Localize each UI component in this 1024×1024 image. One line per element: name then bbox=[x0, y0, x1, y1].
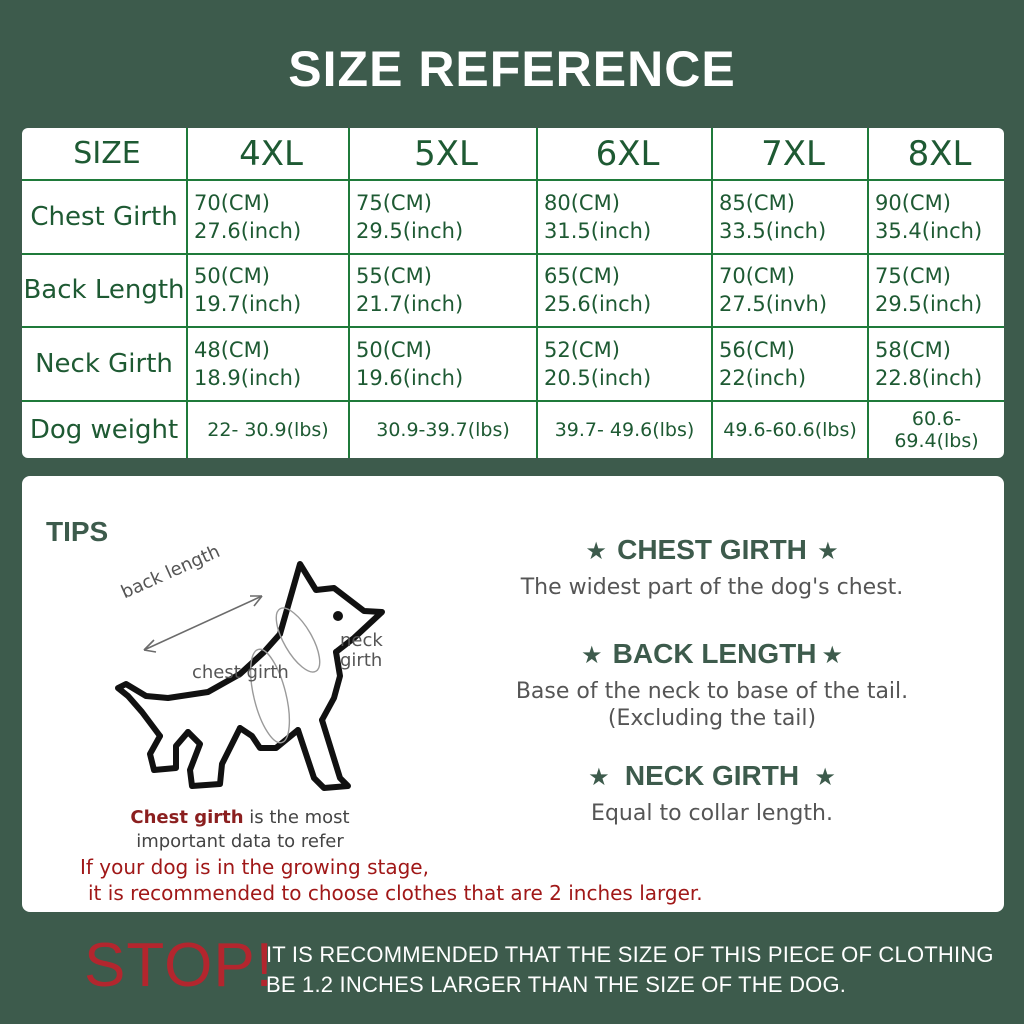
definition-heading: BACK LENGTH bbox=[612, 638, 817, 669]
table-row-chest-girth bbox=[22, 180, 1004, 254]
row-label: Back Length bbox=[22, 254, 187, 328]
table-cell: 70(CM) 27.5(invh) bbox=[712, 254, 868, 328]
back-length-arrow-icon bbox=[144, 596, 262, 652]
table-cell: 75(CM) 29.5(inch) bbox=[868, 254, 1004, 328]
table-cell: 85(CM) 33.5(inch) bbox=[712, 180, 868, 254]
table-cell: 80(CM) 31.5(inch) bbox=[537, 180, 712, 254]
chest-girth-note bbox=[110, 806, 370, 854]
table-cell: 60.6- 69.4(lbs) bbox=[868, 401, 1004, 458]
chest-note-text2: important data to refer bbox=[136, 831, 344, 852]
table-cell: 22- 30.9(lbs) bbox=[187, 401, 349, 458]
star-icon: ★ bbox=[814, 763, 836, 791]
star-icon: ★ bbox=[817, 537, 839, 565]
table-header-row bbox=[22, 128, 1004, 180]
table-cell: 50(CM) 19.7(inch) bbox=[187, 254, 349, 328]
table-cell: 52(CM) 20.5(inch) bbox=[537, 327, 712, 401]
chest-note-highlight: Chest girth bbox=[130, 807, 244, 828]
chest-girth-label: chest girth bbox=[192, 662, 289, 683]
row-label: Dog weight bbox=[22, 401, 187, 458]
table-row-neck-girth bbox=[22, 327, 1004, 401]
chest-girth-loop-icon bbox=[243, 646, 297, 747]
table-row-back-length bbox=[22, 254, 1004, 328]
table-cell: 70(CM) 27.6(inch) bbox=[187, 180, 349, 254]
definition-heading: NECK GIRTH bbox=[624, 760, 800, 791]
size-table-card bbox=[22, 128, 1004, 458]
stop-message bbox=[266, 940, 994, 1000]
table-cell: 55(CM) 21.7(inch) bbox=[349, 254, 537, 328]
star-icon: ★ bbox=[585, 537, 607, 565]
definition-text: The widest part of the dog's chest. bbox=[520, 575, 904, 600]
definition-text: Equal to collar length. bbox=[591, 801, 833, 826]
star-icon: ★ bbox=[588, 763, 610, 791]
back-length-label: back length bbox=[118, 540, 224, 604]
growing-stage-note bbox=[80, 854, 703, 906]
size-header-6xl: 6XL bbox=[537, 128, 712, 180]
definition-neck-girth bbox=[502, 760, 922, 827]
star-icon: ★ bbox=[580, 641, 603, 669]
row-label: Neck Girth bbox=[22, 327, 187, 401]
neck-girth-label-line1: neck bbox=[340, 630, 383, 651]
star-icon: ★ bbox=[821, 641, 844, 669]
neck-girth-label-line2: girth bbox=[340, 650, 383, 671]
table-cell: 56(CM) 22(inch) bbox=[712, 327, 868, 401]
definition-chest-girth bbox=[502, 534, 922, 601]
table-cell: 49.6-60.6(lbs) bbox=[712, 401, 868, 458]
growing-note-line2: it is recommended to choose clothes that are 2 inches larger. bbox=[88, 881, 703, 905]
stop-message-line1: IT IS RECOMMENDED THAT THE SIZE OF THIS PIECE OF CLOTHING bbox=[266, 942, 994, 967]
table-cell: 39.7- 49.6(lbs) bbox=[537, 401, 712, 458]
row-label: Chest Girth bbox=[22, 180, 187, 254]
table-cell: 50(CM) 19.6(inch) bbox=[349, 327, 537, 401]
page-title: SIZE REFERENCE bbox=[288, 41, 736, 97]
table-cell: 75(CM) 29.5(inch) bbox=[349, 180, 537, 254]
stop-message-line2: BE 1.2 INCHES LARGER THAN THE SIZE OF THE DOG. bbox=[266, 972, 847, 997]
tips-card bbox=[22, 476, 1004, 912]
dog-eye-icon bbox=[333, 611, 343, 621]
table-cell: 65(CM) 25.6(inch) bbox=[537, 254, 712, 328]
table-cell: 48(CM) 18.9(inch) bbox=[187, 327, 349, 401]
size-header-8xl: 8XL bbox=[868, 128, 1004, 180]
definition-back-length bbox=[502, 638, 922, 732]
size-header-5xl: 5XL bbox=[349, 128, 537, 180]
table-cell: 30.9-39.7(lbs) bbox=[349, 401, 537, 458]
definition-heading: CHEST GIRTH bbox=[617, 534, 807, 565]
chest-note-text1: is the most bbox=[243, 807, 350, 828]
size-header-7xl: 7XL bbox=[712, 128, 868, 180]
table-corner-header: SIZE bbox=[22, 128, 187, 180]
table-cell: 58(CM) 22.8(inch) bbox=[868, 327, 1004, 401]
size-header-4xl: 4XL bbox=[187, 128, 349, 180]
size-table bbox=[22, 128, 1004, 458]
definition-text: (Excluding the tail) bbox=[607, 706, 817, 731]
table-row-dog-weight bbox=[22, 401, 1004, 458]
growing-note-line1: If your dog is in the growing stage, bbox=[80, 855, 429, 879]
definition-text: Base of the neck to base of the tail. bbox=[515, 679, 909, 704]
table-cell: 90(CM) 35.4(inch) bbox=[868, 180, 1004, 254]
tips-label: TIPS bbox=[46, 516, 109, 547]
stop-word: STOP! bbox=[84, 931, 274, 1000]
